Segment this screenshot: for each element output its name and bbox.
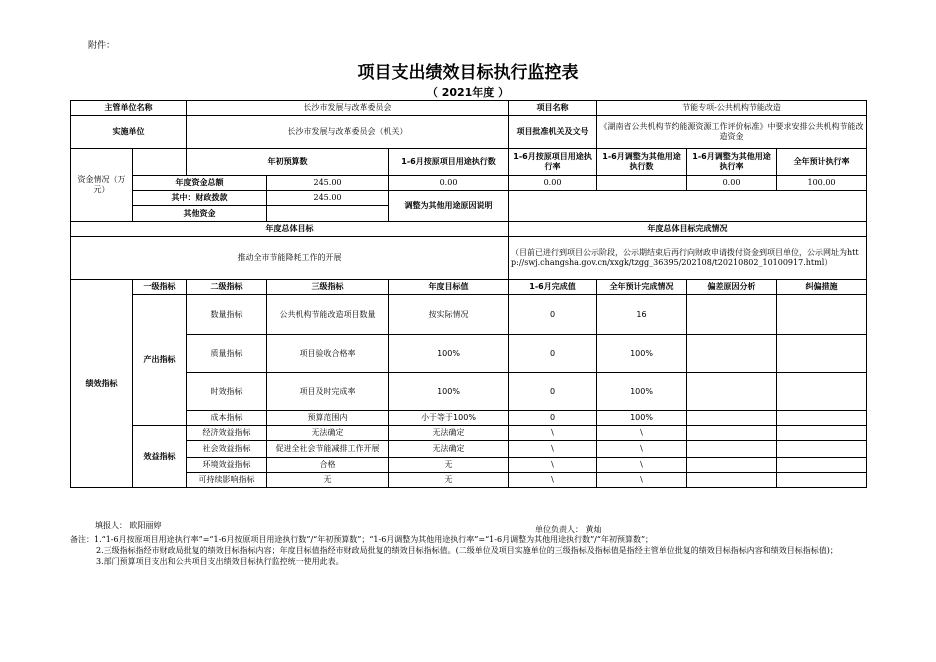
funds-total-rate: 0.00 bbox=[509, 176, 597, 191]
benefit-done: \ bbox=[509, 473, 597, 488]
goal-label: 年度总体目标 bbox=[71, 222, 509, 237]
funds-h-rate: 1-6月按原项目用途执行率 bbox=[509, 149, 597, 176]
ind-h-correction: 纠偏措施 bbox=[777, 280, 867, 295]
benefit-l3: 促进全社会节能减排工作开展 bbox=[267, 441, 389, 458]
benefit-target: 无 bbox=[389, 458, 509, 473]
impl-label: 实施单位 bbox=[71, 116, 187, 149]
project-label: 项目名称 bbox=[509, 101, 597, 116]
responsible-label: 单位负责人： 黄灿 bbox=[535, 525, 602, 534]
benefit-forecast: \ bbox=[597, 473, 687, 488]
goal-status-label: 年度总体目标完成情况 bbox=[509, 222, 867, 237]
notes bbox=[70, 534, 870, 567]
ind-h-deviation: 偏差原因分析 bbox=[687, 280, 777, 295]
dept-value: 长沙市发展与改革委员会 bbox=[187, 101, 509, 116]
benefit-target: 无 bbox=[389, 473, 509, 488]
benefit-correction bbox=[777, 441, 867, 458]
output-l3: 预算范围内 bbox=[267, 411, 389, 426]
ind-h-forecast: 全年预计完成情况 bbox=[597, 280, 687, 295]
benefit-done: \ bbox=[509, 441, 597, 458]
ind-h-target: 年度目标值 bbox=[389, 280, 509, 295]
year-label: （ 2021年度 ） bbox=[426, 86, 510, 99]
benefit-deviation bbox=[687, 441, 777, 458]
benefit-l2: 经济效益指标 bbox=[187, 426, 267, 441]
funds-adjust-reason: 调整为其他用途原因说明 bbox=[389, 191, 509, 222]
benefit-forecast: \ bbox=[597, 458, 687, 473]
filler-label: 填报人： 欧阳丽婷 bbox=[95, 521, 162, 530]
output-deviation bbox=[687, 373, 777, 411]
benefit-label: 效益指标 bbox=[133, 426, 187, 488]
benefit-l2: 社会效益指标 bbox=[187, 441, 267, 458]
benefit-deviation bbox=[687, 473, 777, 488]
output-l3: 公共机构节能改造项目数量 bbox=[267, 295, 389, 335]
approval-label: 项目批准机关及文号 bbox=[509, 116, 597, 149]
ind-h-level3: 三级指标 bbox=[267, 280, 389, 295]
benefit-l3: 无法确定 bbox=[267, 426, 389, 441]
funds-h-forecast: 全年预计执行率 bbox=[777, 149, 867, 176]
funds-total-forecast: 100.00 bbox=[777, 176, 867, 191]
funds-total-adjust-rate: 0.00 bbox=[687, 176, 777, 191]
output-l2: 成本指标 bbox=[187, 411, 267, 426]
benefit-target: 无法确定 bbox=[389, 441, 509, 458]
output-forecast: 16 bbox=[597, 295, 687, 335]
approval-value: 《湖南省公共机构节约能源资源工作评价标准》中要求安排公共机构节能改造资金 bbox=[597, 116, 867, 149]
benefit-correction bbox=[777, 458, 867, 473]
benefit-l3: 合格 bbox=[267, 458, 389, 473]
perf-label-text: 绩效指标 bbox=[85, 378, 118, 388]
funds-label-text: 资金情况（万元） bbox=[77, 175, 126, 194]
impl-value: 长沙市发展与改革委员会（机关） bbox=[187, 116, 509, 149]
funds-fiscal-initial: 245.00 bbox=[267, 191, 389, 206]
funds-h-adjust: 1-6月调整为其他用途执行数 bbox=[597, 149, 687, 176]
benefit-done: \ bbox=[509, 426, 597, 441]
funds-h-exec: 1-6月按原项目用途执行数 bbox=[389, 149, 509, 176]
output-l2: 时效指标 bbox=[187, 373, 267, 411]
output-target: 小于等于100% bbox=[389, 411, 509, 426]
output-l2: 数量指标 bbox=[187, 295, 267, 335]
output-correction bbox=[777, 373, 867, 411]
benefit-deviation bbox=[687, 458, 777, 473]
output-correction bbox=[777, 295, 867, 335]
benefit-correction bbox=[777, 426, 867, 441]
dept-label: 主管单位名称 bbox=[71, 101, 187, 116]
funds-label bbox=[71, 149, 133, 222]
funds-total-label: 年度资金总额 bbox=[133, 176, 267, 191]
project-value: 节能专项-公共机构节能改造 bbox=[597, 101, 867, 116]
benefit-l3: 无 bbox=[267, 473, 389, 488]
output-deviation bbox=[687, 411, 777, 426]
benefit-deviation bbox=[687, 426, 777, 441]
output-forecast: 100% bbox=[597, 411, 687, 426]
benefit-target: 无法确定 bbox=[389, 426, 509, 441]
benefit-forecast: \ bbox=[597, 426, 687, 441]
output-done: 0 bbox=[509, 373, 597, 411]
benefit-l2: 可持续影响指标 bbox=[187, 473, 267, 488]
funds-h-initial: 年初预算数 bbox=[187, 149, 389, 176]
funds-h-adjust-rate: 1-6月调整为其他用途执行率 bbox=[687, 149, 777, 176]
monitor-table bbox=[70, 100, 867, 488]
ind-h-level1: 一级指标 bbox=[133, 280, 187, 295]
output-l2: 质量指标 bbox=[187, 335, 267, 373]
output-correction bbox=[777, 411, 867, 426]
note-3: 3.部门预算项目支出和公共项目支出绩效目标执行监控统一使用此表。 bbox=[96, 557, 344, 566]
output-deviation bbox=[687, 295, 777, 335]
output-target: 100% bbox=[389, 335, 509, 373]
ind-h-done: 1-6月完成值 bbox=[509, 280, 597, 295]
goal-status: （目前已进行到项目公示阶段，公示期结束后再行向财政申请拨付资金到项目单位，公示网址为http://swj.changsha.gov.cn/xxgk/tzgg_36395/202108/t20210802_10100917.html） bbox=[509, 237, 867, 280]
attachment-label: 附件： bbox=[88, 41, 116, 51]
output-correction bbox=[777, 335, 867, 373]
output-done: 0 bbox=[509, 335, 597, 373]
funds-other-label: 其他资金 bbox=[133, 206, 267, 222]
benefit-forecast: \ bbox=[597, 441, 687, 458]
ind-h-level2: 二级指标 bbox=[187, 280, 267, 295]
output-done: 0 bbox=[509, 295, 597, 335]
output-target: 100% bbox=[389, 373, 509, 411]
funds-fiscal-label: 其中：财政拨款 bbox=[133, 191, 267, 206]
output-l3: 项目及时完成率 bbox=[267, 373, 389, 411]
output-deviation bbox=[687, 335, 777, 373]
page-title: 项目支出绩效目标执行监控表 bbox=[357, 63, 579, 83]
funds-other-value bbox=[267, 206, 389, 222]
benefit-correction bbox=[777, 473, 867, 488]
benefit-done: \ bbox=[509, 458, 597, 473]
output-l3: 项目验收合格率 bbox=[267, 335, 389, 373]
output-forecast: 100% bbox=[597, 373, 687, 411]
funds-h-blank bbox=[133, 149, 187, 176]
output-label: 产出指标 bbox=[133, 295, 187, 426]
output-forecast: 100% bbox=[597, 335, 687, 373]
output-done: 0 bbox=[509, 411, 597, 426]
benefit-l2: 环境效益指标 bbox=[187, 458, 267, 473]
funds-adjust-reason-value bbox=[509, 191, 867, 222]
perf-label bbox=[71, 280, 133, 488]
note-2: 2.三级指标指经市财政局批复的绩效目标指标内容；年度目标值指经市财政局批复的绩效目标指标值。(二级单位及项目实施单位的三级指标及指标值是指经主管单位批复的绩效目标指标内容和绩效目标指标值)； bbox=[96, 546, 838, 555]
goal-content: 推动全市节能降耗工作的开展 bbox=[71, 237, 509, 280]
funds-total-exec: 0.00 bbox=[389, 176, 509, 191]
funds-total-initial: 245.00 bbox=[267, 176, 389, 191]
funds-total-adjust bbox=[597, 176, 687, 191]
note-1: 备注：1.“1-6月按原项目用途执行率”=“1-6月按原项目用途执行数”/“年初预算数”；“1-6月调整为其他用途执行率”=“1-6月调整为其他用途执行数”/“年初预算数”； bbox=[70, 535, 654, 544]
output-target: 按实际情况 bbox=[389, 295, 509, 335]
